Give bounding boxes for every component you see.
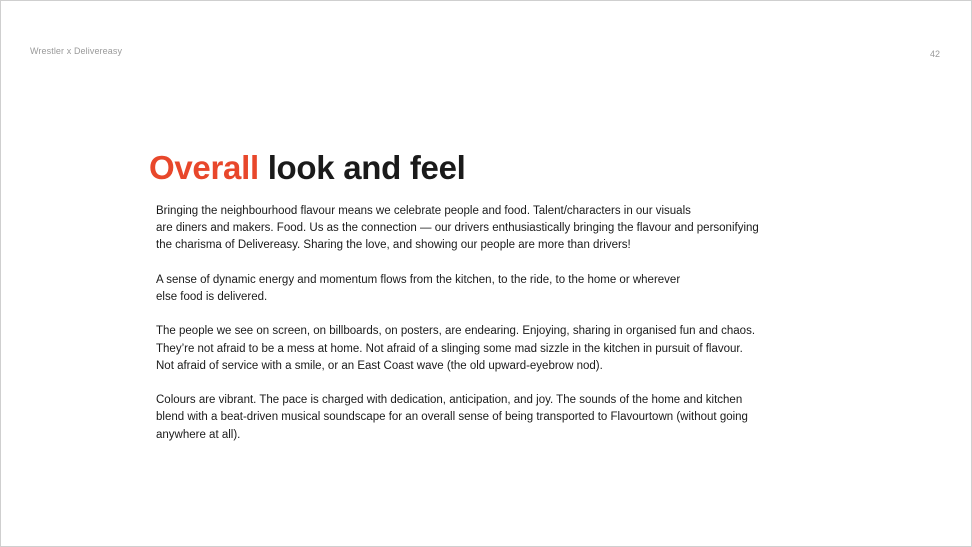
paragraph-1 [156,203,796,255]
paragraph-2 [156,272,796,306]
paragraph-line: else food is delivered. [156,291,268,303]
paragraph-line: are diners and makers. Food. Us as the connection — our drivers enthusiastically bringing the flavour and personifying [156,222,759,235]
paragraph-line: Bringing the neighbourhood flavour means we celebrate people and food. Talent/characters in our visuals [156,205,691,217]
paragraph-line: the charisma of Delivereasy. Sharing the love, and showing our people are more than drivers! [156,239,631,252]
paragraph-line: The people we see on screen, on billboards, on posters, are endearing. Enjoying, sharing in organised fun and chaos. [156,325,756,338]
body-text [156,203,796,461]
page-number: 42 [929,49,940,59]
paragraph-line: blend with a beat-driven musical soundscape for an overall sense of being transported to Flavourtown (without going [156,411,748,424]
paragraph-line: They’re not afraid to be a mess at home. Not afraid of a slinging some mad sizzle in the kitchen in pursuit of flavour. [156,342,743,355]
title-accent: Overall [149,149,259,186]
title-rest: look and feel [267,149,466,186]
page-title [149,147,466,189]
paragraph-line: A sense of dynamic energy and momentum flows from the kitchen, to the ride, to the home or wherever [156,273,681,286]
paragraph-line: anywhere at all). [156,428,241,441]
paragraph-line: Colours are vibrant. The pace is charged with dedication, anticipation, and joy. The sounds of the home and kitchen [156,394,743,407]
header-brand: Wrestler x Delivereasy [30,46,123,56]
paragraph-3 [156,323,796,375]
paragraph-line: Not afraid of service with a smile, or an East Coast wave (the old upward-eyebrow nod). [156,359,603,372]
paragraph-4 [156,392,796,444]
